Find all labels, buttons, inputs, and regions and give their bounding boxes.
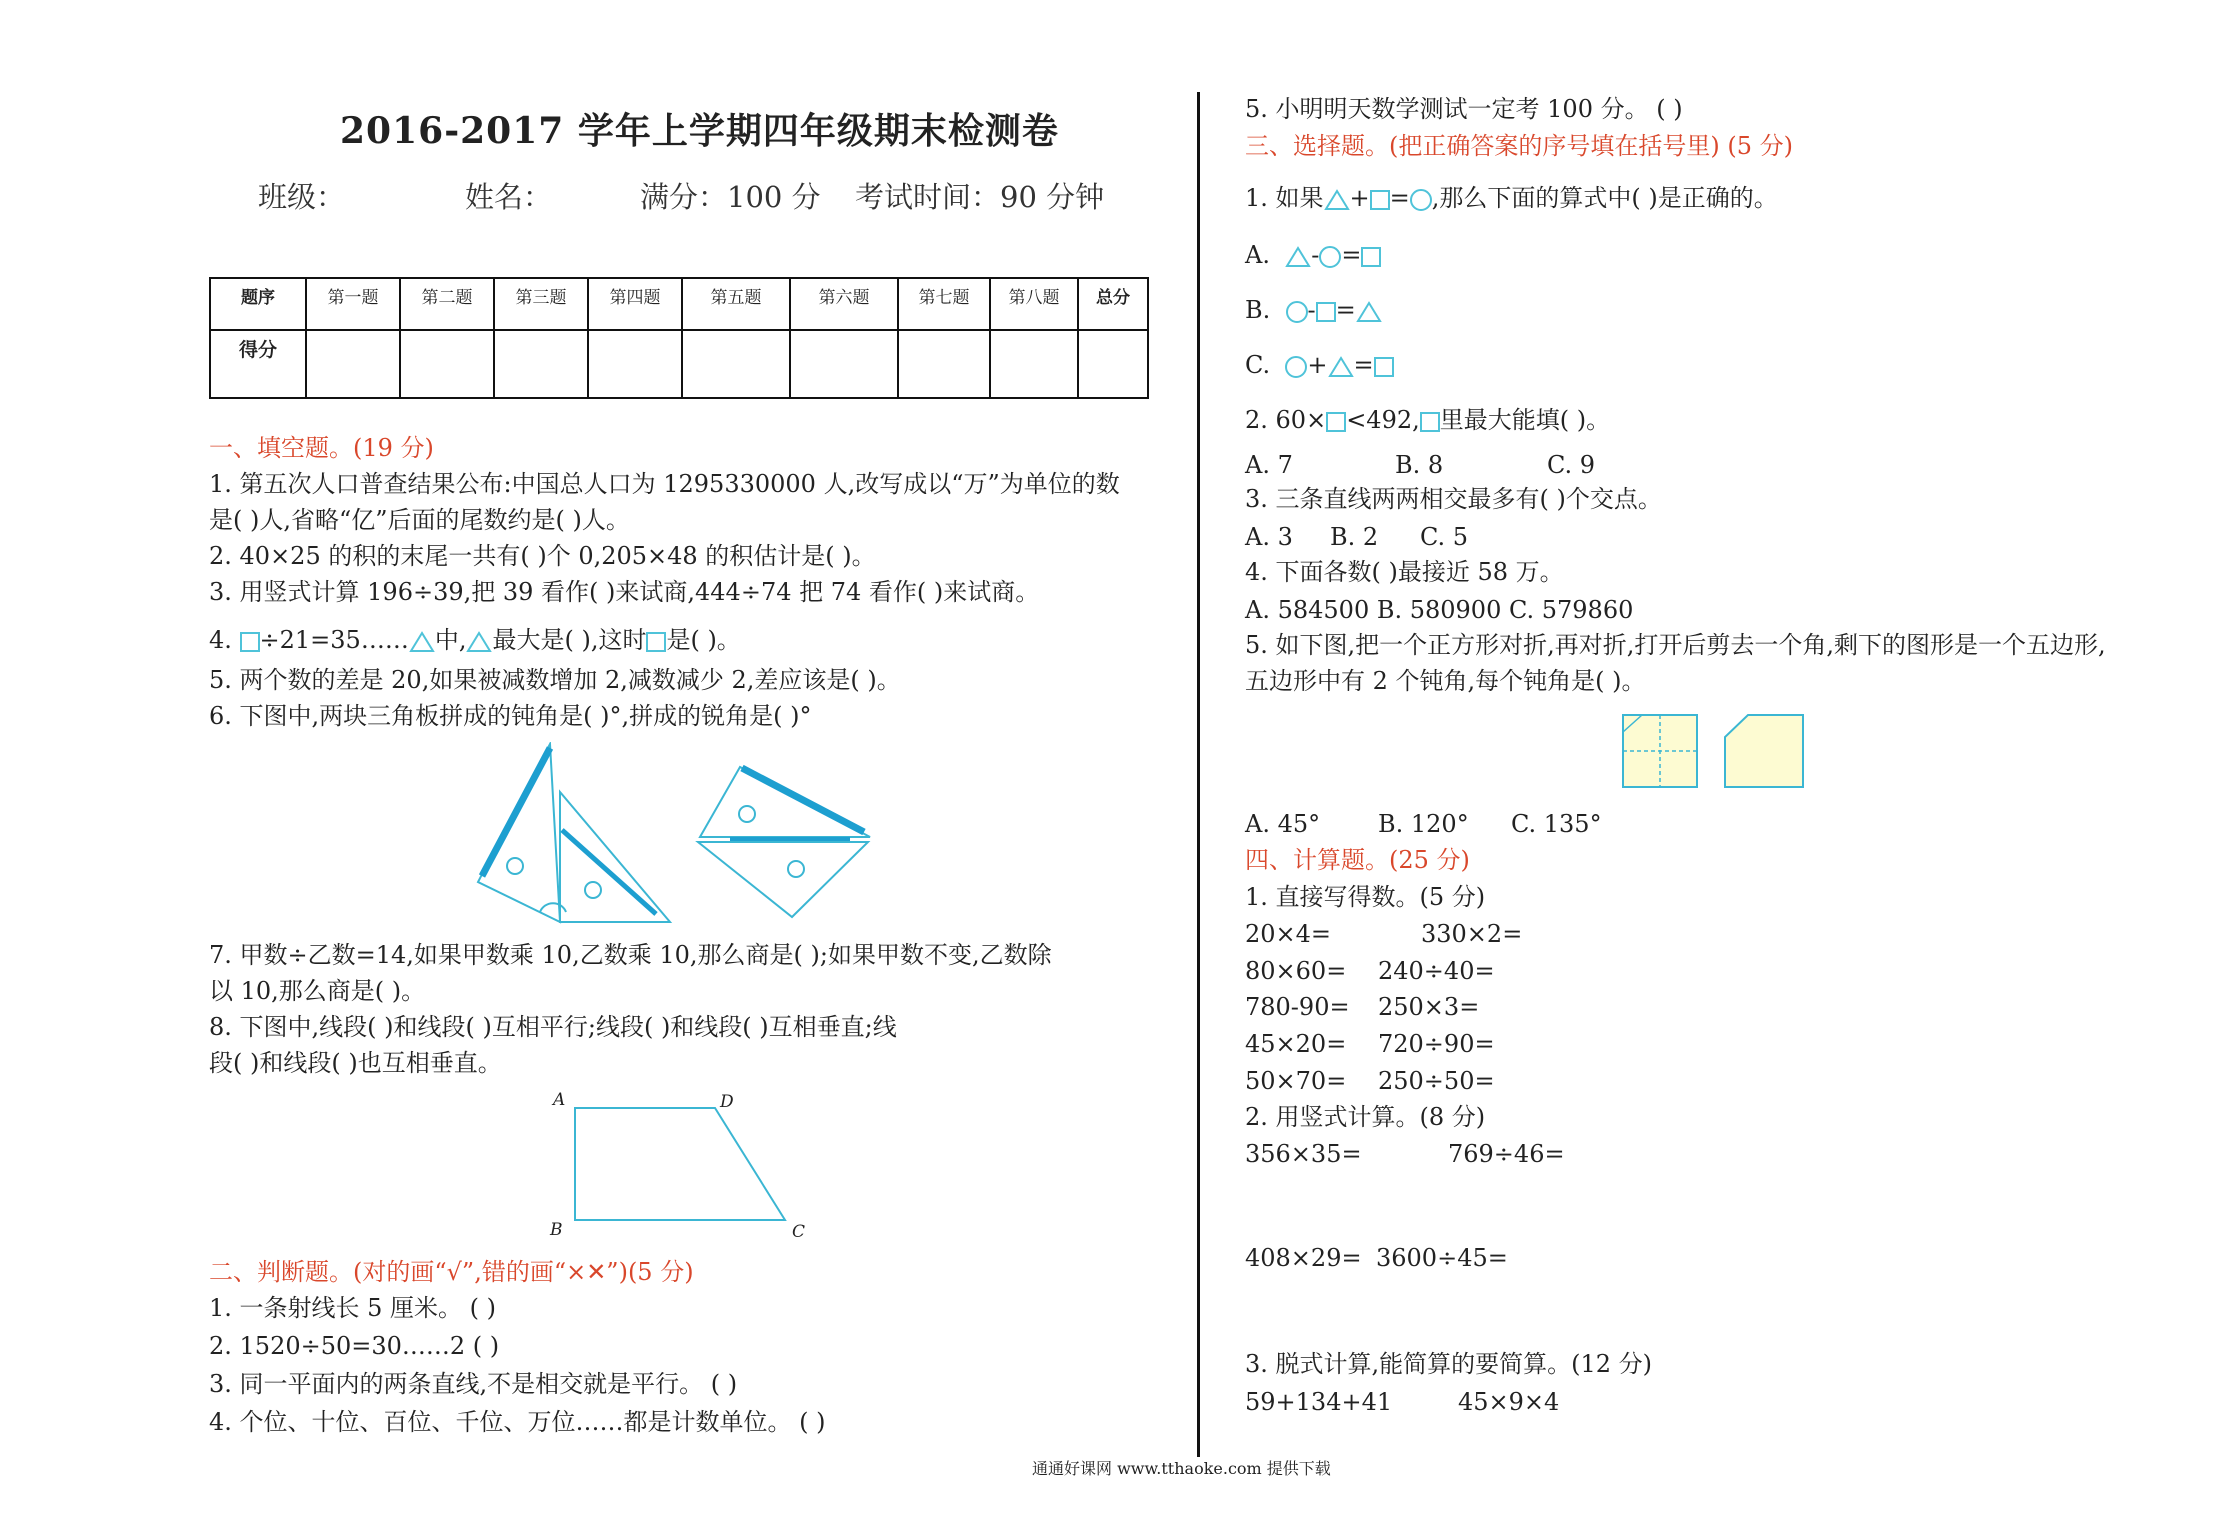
s1-q8-line1: 8. 下图中,线段( )和线段( )互相平行;线段( )和线段( )互相垂直;线 <box>209 1013 897 1041</box>
s3-q2-opt-b: B. 8 <box>1395 451 1444 479</box>
vertical-calc: 3600÷45= <box>1376 1244 1508 1272</box>
s3-q3-opt-b: B. 2 <box>1330 523 1379 551</box>
score-cell[interactable] <box>790 330 898 398</box>
s1-q1-line2: 是( )人,省略“亿”后面的尾数约是( )人。 <box>209 506 630 534</box>
section1-title: 一、填空题。(19 分) <box>209 434 434 462</box>
score-header-cell: 第八题 <box>990 278 1078 330</box>
full-score: 满分：100 分 <box>640 180 821 214</box>
step-calc: 45×9×4 <box>1458 1388 1560 1416</box>
column-divider <box>1197 92 1200 1457</box>
section3-title: 三、选择题。(把正确答案的序号填在括号里) (5 分) <box>1245 132 1793 160</box>
s3-q3-opt-a: A. 3 <box>1245 523 1293 551</box>
section4-title: 四、计算题。(25 分) <box>1245 846 1470 874</box>
circle-icon <box>1410 189 1432 211</box>
score-cell[interactable] <box>682 330 790 398</box>
s3-q1-option-c <box>1245 350 1394 380</box>
triangle-icon <box>1356 301 1382 323</box>
s3-q1-text: ,那么下面的算式中( )是正确的。 <box>1431 184 1778 212</box>
direct-calc: 330×2= <box>1421 920 1523 948</box>
circle-icon <box>1285 356 1307 378</box>
score-header-cell: 总分 <box>1078 278 1148 330</box>
s3-q4-opts: A. 584500 B. 580900 C. 579860 <box>1245 596 1634 624</box>
direct-calc: 20×4= <box>1245 920 1332 948</box>
s1-q1-line1: 1. 第五次人口普查结果公布:中国总人口为 1295330000 人,改写成以“万”为单位的数 <box>209 470 1120 498</box>
triangle-icon <box>466 631 492 653</box>
vertical-calc: 769÷46= <box>1448 1140 1565 1168</box>
label-b: B <box>550 1220 563 1240</box>
s3-q4: 4. 下面各数( )最接近 58 万。 <box>1245 558 1564 586</box>
score-header-cell: 第四题 <box>588 278 682 330</box>
score-header-cell: 题序 <box>210 278 306 330</box>
option-label: B. <box>1245 296 1271 324</box>
s3-q1 <box>1245 183 1778 213</box>
section2-title: 二、判断题。(对的画“√”,错的画“×✕”)(5 分) <box>209 1258 694 1286</box>
operator: = <box>1353 351 1374 379</box>
s3-q1-text: 1. 如果 <box>1245 184 1324 212</box>
option-label: C. <box>1245 351 1271 379</box>
s1-q3: 3. 用竖式计算 196÷39,把 39 看作( )来试商,444÷74 把 74 看作( )来试商。 <box>209 578 1040 606</box>
exam-time: 考试时间：90 分钟 <box>855 180 1105 214</box>
score-cell[interactable] <box>400 330 494 398</box>
square-icon <box>240 632 260 652</box>
operator: - <box>1307 296 1316 324</box>
square-icon <box>1361 247 1381 267</box>
s3-q5-opt-a: A. 45° <box>1245 810 1321 838</box>
s3-q5-opt-b: B. 120° <box>1378 810 1469 838</box>
s3-q5-line1: 5. 如下图,把一个正方形对折,再对折,打开后剪去一个角,剩下的图形是一个五边形, <box>1245 631 2106 659</box>
triangle-icon <box>409 631 435 653</box>
square-icon <box>1316 302 1336 322</box>
s3-q3: 3. 三条直线两两相交最多有( )个交点。 <box>1245 485 1662 513</box>
score-cell[interactable] <box>990 330 1078 398</box>
vertical-calc: 408×29= <box>1245 1244 1362 1272</box>
score-cell[interactable] <box>588 330 682 398</box>
operator: + <box>1307 351 1328 379</box>
option-label: A. <box>1245 241 1270 269</box>
s4-part2: 2. 用竖式计算。(8 分) <box>1245 1103 1486 1131</box>
s3-q2-text: <492, <box>1346 406 1420 434</box>
score-header-cell: 第一题 <box>306 278 400 330</box>
step-calc: 59+134+41 <box>1245 1388 1393 1416</box>
operator: - <box>1311 241 1320 269</box>
s2-q3: 3. 同一平面内的两条直线,不是相交就是平行。 ( ) <box>209 1370 738 1398</box>
s1-q7-line1: 7. 甲数÷乙数=14,如果甲数乘 10,乙数乘 10,那么商是( );如果甲数不变,乙数除 <box>209 941 1052 969</box>
trapezoid-figure <box>560 1090 820 1240</box>
s3-q1-option-a <box>1245 240 1381 270</box>
s1-q7-line2: 以 10,那么商是( )。 <box>209 977 426 1005</box>
vertical-calc: 356×35= <box>1245 1140 1362 1168</box>
triangle-icon <box>1328 356 1354 378</box>
s3-q2-text: 里最大能填( )。 <box>1439 406 1611 434</box>
direct-calc: 250×3= <box>1378 993 1480 1021</box>
score-header-cell: 第三题 <box>494 278 588 330</box>
label-c: C <box>792 1222 806 1242</box>
direct-calc: 50×70= <box>1245 1067 1347 1095</box>
circle-icon <box>1286 301 1308 323</box>
s1-q4-text: 4. <box>209 626 240 654</box>
s1-q5: 5. 两个数的差是 20,如果被减数增加 2,减数减少 2,差应该是( )。 <box>209 666 901 694</box>
direct-calc: 80×60= <box>1245 957 1347 985</box>
s1-q4 <box>209 625 741 655</box>
s1-q4-text: ÷21=35…… <box>259 626 409 654</box>
folded-square-figure <box>1620 712 1810 792</box>
s3-q2-opt-a: A. 7 <box>1245 451 1293 479</box>
square-icon <box>1374 357 1394 377</box>
square-icon <box>646 632 666 652</box>
direct-calc: 45×20= <box>1245 1030 1347 1058</box>
s3-q1-text: = <box>1389 184 1410 212</box>
score-header-cell: 第六题 <box>790 278 898 330</box>
triangle-icon <box>1324 189 1350 211</box>
s3-q1-text: + <box>1349 184 1370 212</box>
operator: = <box>1335 296 1356 324</box>
direct-calc: 250÷50= <box>1378 1067 1495 1095</box>
score-cell[interactable] <box>1078 330 1148 398</box>
score-table <box>209 277 1149 399</box>
score-cell[interactable] <box>494 330 588 398</box>
s3-q2-opt-c: C. 9 <box>1547 451 1596 479</box>
direct-calc: 720÷90= <box>1378 1030 1495 1058</box>
s4-part1: 1. 直接写得数。(5 分) <box>1245 883 1486 911</box>
s3-q2 <box>1245 405 1610 435</box>
s3-q3-opt-c: C. 5 <box>1420 523 1469 551</box>
square-icon <box>1420 412 1440 432</box>
triangle-icon <box>1285 246 1311 268</box>
s1-q4-text: 是( )。 <box>666 626 741 654</box>
s1-q4-text: 中, <box>434 626 467 654</box>
s2-q5: 5. 小明明天数学测试一定考 100 分。 ( ) <box>1245 95 1683 123</box>
s2-q2: 2. 1520÷50=30……2 ( ) <box>209 1332 500 1360</box>
label-d: D <box>720 1092 734 1112</box>
set-squares-figure <box>470 742 890 932</box>
score-header-cell: 第七题 <box>898 278 990 330</box>
s3-q5-line2: 五边形中有 2 个钝角,每个钝角是( )。 <box>1245 667 1646 695</box>
score-cell[interactable] <box>306 330 400 398</box>
s1-q6: 6. 下图中,两块三角板拼成的钝角是( )°,拼成的锐角是( )° <box>209 702 812 730</box>
s3-q1-option-b <box>1245 295 1382 325</box>
class-label: 班级： <box>258 180 346 214</box>
square-icon <box>1370 190 1390 210</box>
page-title: 2016-2017 学年上学期四年级期末检测卷 <box>340 110 1059 152</box>
score-header-cell: 第五题 <box>682 278 790 330</box>
score-header-cell: 第二题 <box>400 278 494 330</box>
s2-q1: 1. 一条射线长 5 厘米。 ( ) <box>209 1294 497 1322</box>
score-row-label: 得分 <box>210 330 306 398</box>
circle-icon <box>1319 246 1341 268</box>
s2-q4: 4. 个位、十位、百位、千位、万位……都是计数单位。 ( ) <box>209 1408 826 1436</box>
s1-q2: 2. 40×25 的积的末尾一共有( )个 0,205×48 的积估计是( )。 <box>209 542 876 570</box>
s3-q5-opt-c: C. 135° <box>1511 810 1602 838</box>
s3-q2-text: 2. 60× <box>1245 406 1327 434</box>
s1-q8-line2: 段( )和线段( )也互相垂直。 <box>209 1049 502 1077</box>
operator: = <box>1341 241 1362 269</box>
direct-calc: 240÷40= <box>1378 957 1495 985</box>
square-icon <box>1326 412 1346 432</box>
s4-part3: 3. 脱式计算,能简算的要简算。(12 分) <box>1245 1350 1653 1378</box>
score-cell[interactable] <box>898 330 990 398</box>
s1-q4-text: 最大是( ),这时 <box>492 626 647 654</box>
label-a: A <box>553 1090 566 1110</box>
footer-credit: 通通好课网 www.tthaoke.com 提供下载 <box>1032 1459 1331 1478</box>
name-label: 姓名： <box>465 180 553 214</box>
direct-calc: 780-90= <box>1245 993 1350 1021</box>
